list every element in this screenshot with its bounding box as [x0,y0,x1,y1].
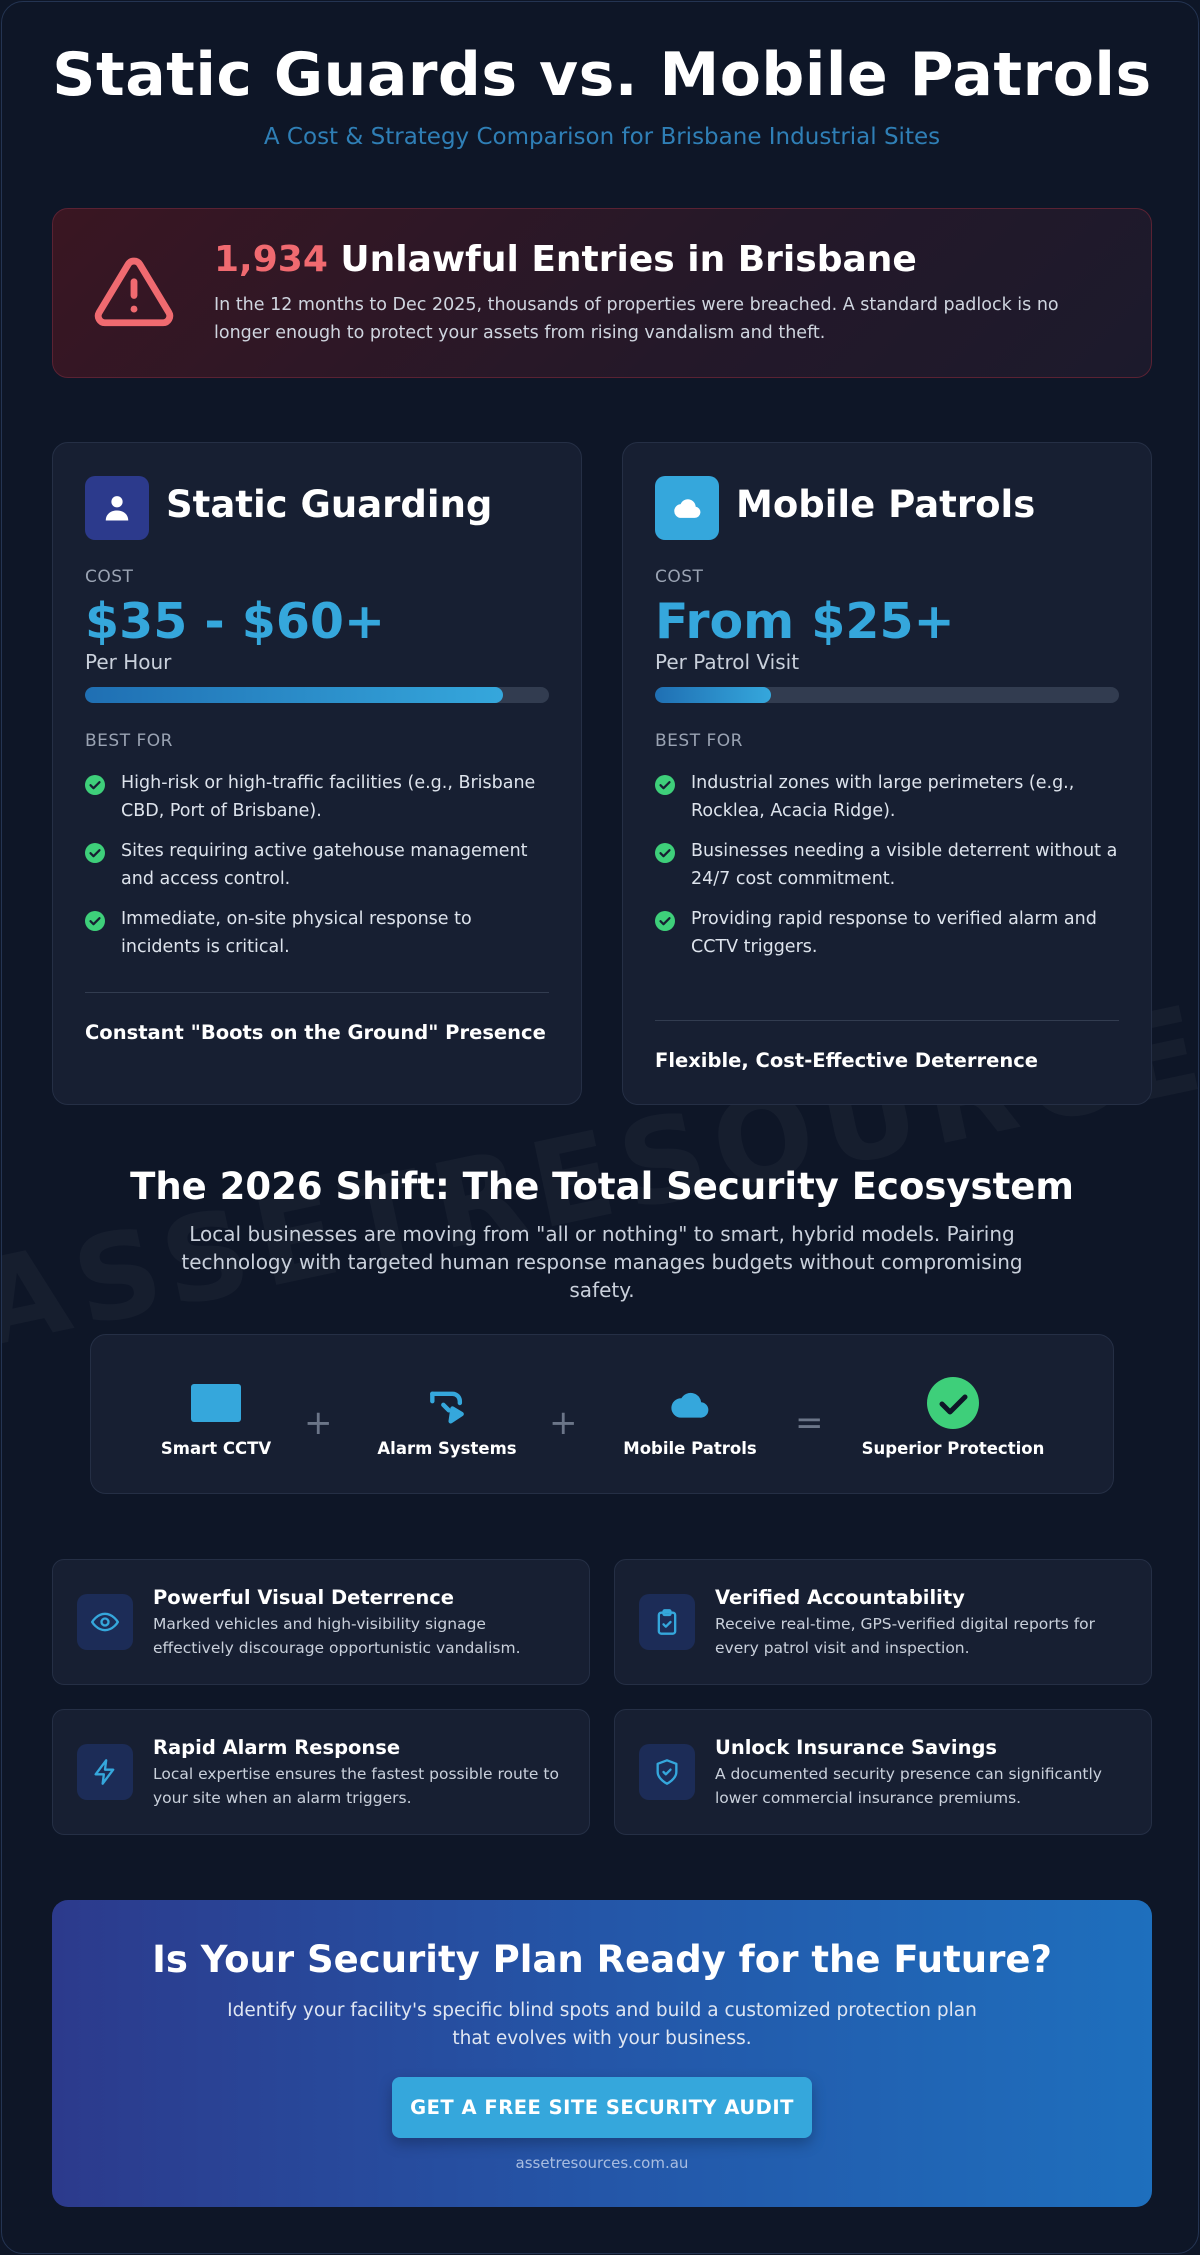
list-item [655,769,1125,825]
cta-banner [52,1900,1152,2207]
cloud-icon [670,491,704,525]
divider [85,992,549,993]
alert-number: 1,934 [214,239,328,280]
feature-body: A documented security presence can significantly lower commercial insurance premiums. [715,1765,1102,1807]
check-circle-icon [655,775,675,795]
ecosystem-section [2,1165,1199,1304]
cta-title: Is Your Security Plan Ready for the Future? [152,1938,1052,1981]
site-link[interactable]: assetresources.com.au [515,2154,689,2172]
best-for-list [655,769,1125,973]
feature-title: Rapid Alarm Response [153,1736,401,1759]
plus-operator: + [549,1403,578,1443]
section-body: Local businesses are moving from "all or nothing" to smart, hybrid models. Pairing technology with targeted human response manages budgets without compromising safety. [181,1222,1023,1302]
card-footer: Constant "Boots on the Ground" Presence [85,1021,546,1044]
free-audit-button[interactable]: GET A FREE SITE SECURITY AUDIT [392,2077,812,2138]
ecosystem-equation [90,1334,1114,1494]
list-item [85,769,555,825]
feature-body: Receive real-time, GPS-verified digital reports for every patrol visit and inspection. [715,1615,1096,1657]
check-circle-icon [655,843,675,863]
cost-label: COST [85,567,134,587]
check-circle-icon [85,911,105,931]
feature-card-rapid-alarm-response [52,1709,590,1835]
feature-title: Unlock Insurance Savings [715,1736,998,1759]
card-title: Static Guarding [166,483,493,526]
alert-title-text: Unlawful Entries in Brisbane [327,239,917,280]
alert-banner [52,208,1152,378]
best-for-list [85,769,555,973]
feature-title: Verified Accountability [715,1586,965,1609]
eco-item-superior-protection [853,1375,1053,1458]
list-item [655,837,1125,893]
alert-body: In the 12 months to Dec 2025, thousands of properties were breached. A standard padlock is no longer enough to protect your assets from rising vandalism and theft. [214,295,1059,343]
mobile-patrols-card [622,442,1152,1105]
check-circle-icon [655,911,675,931]
best-for-label: BEST FOR [655,731,743,751]
lightning-icon [91,1758,119,1786]
feature-card-visual-deterrence [52,1559,590,1685]
cost-label: COST [655,567,704,587]
feature-title: Powerful Visual Deterrence [153,1586,455,1609]
list-item-text: Immediate, on-site physical response to incidents is critical. [121,909,472,957]
list-item-text: Businesses needing a visible deterrent without a 24/7 cost commitment. [691,841,1118,889]
list-item [655,905,1125,961]
eye-icon [91,1608,119,1636]
eco-item-label: Alarm Systems [377,1439,517,1458]
cta-body: Identify your facility's specific blind spots and build a customized protection plan that evolves with your business. [227,2000,977,2049]
shield-check-icon [653,1758,681,1786]
static-card-icon-box [85,476,149,540]
eco-item-smart-cctv [116,1375,316,1458]
cost-unit: Per Patrol Visit [655,650,800,674]
equals-operator: = [795,1403,824,1443]
list-item-text: High-risk or high-traffic facilities (e.g., Brisbane CBD, Port of Brisbane). [121,773,536,821]
alert-title [214,239,917,280]
cloud-icon [662,1381,718,1425]
list-item [85,905,555,961]
mobile-card-icon-box [655,476,719,540]
page-title: Static Guards vs. Mobile Patrols [52,40,1152,110]
warning-triangle-icon [93,251,175,333]
person-icon [102,493,132,523]
divider [655,1020,1119,1021]
section-title: The 2026 Shift: The Total Security Ecosystem [130,1165,1074,1208]
check-circle-icon [85,843,105,863]
static-guarding-card [52,442,582,1105]
cost-bar-fill [655,687,771,703]
feature-body: Local expertise ensures the fastest possible route to your site when an alarm triggers. [153,1765,559,1807]
list-item-text: Sites requiring active gatehouse management and access control. [121,841,528,889]
cost-unit: Per Hour [85,650,172,674]
cost-bar [655,687,1119,703]
eco-item-label: Smart CCTV [160,1439,272,1458]
feature-card-verified-accountability [614,1559,1152,1685]
infographic-frame [1,1,1199,2254]
plus-operator: + [304,1403,333,1443]
feature-body: Marked vehicles and high-visibility signage effectively discourage opportunistic vandalism. [153,1615,521,1657]
list-item-text: Providing rapid response to verified alarm and CCTV triggers. [691,909,1097,957]
list-item [85,837,555,893]
check-circle-icon [85,775,105,795]
clipboard-check-icon [653,1608,681,1636]
eco-item-label: Mobile Patrols [623,1439,757,1458]
eco-item-alarm-systems [347,1375,547,1458]
check-circle-icon [927,1377,979,1429]
cost-bar-fill [85,687,503,703]
cost-bar [85,687,549,703]
cctv-screen-icon [189,1382,243,1424]
cost-value: $35 - $60+ [85,593,386,650]
feature-card-insurance-savings [614,1709,1152,1835]
eco-item-mobile-patrols [590,1375,790,1458]
page-subtitle: A Cost & Strategy Comparison for Brisbane Industrial Sites [263,124,941,150]
header [2,40,1199,150]
best-for-label: BEST FOR [85,731,173,751]
card-title: Mobile Patrols [736,483,1036,526]
cost-value: From $25+ [655,593,955,650]
card-footer: Flexible, Cost-Effective Deterrence [655,1049,1039,1072]
eco-item-label: Superior Protection [861,1439,1045,1458]
alarm-arrow-icon [425,1381,469,1425]
list-item-text: Industrial zones with large perimeters (e.g., Rocklea, Acacia Ridge). [691,773,1075,821]
